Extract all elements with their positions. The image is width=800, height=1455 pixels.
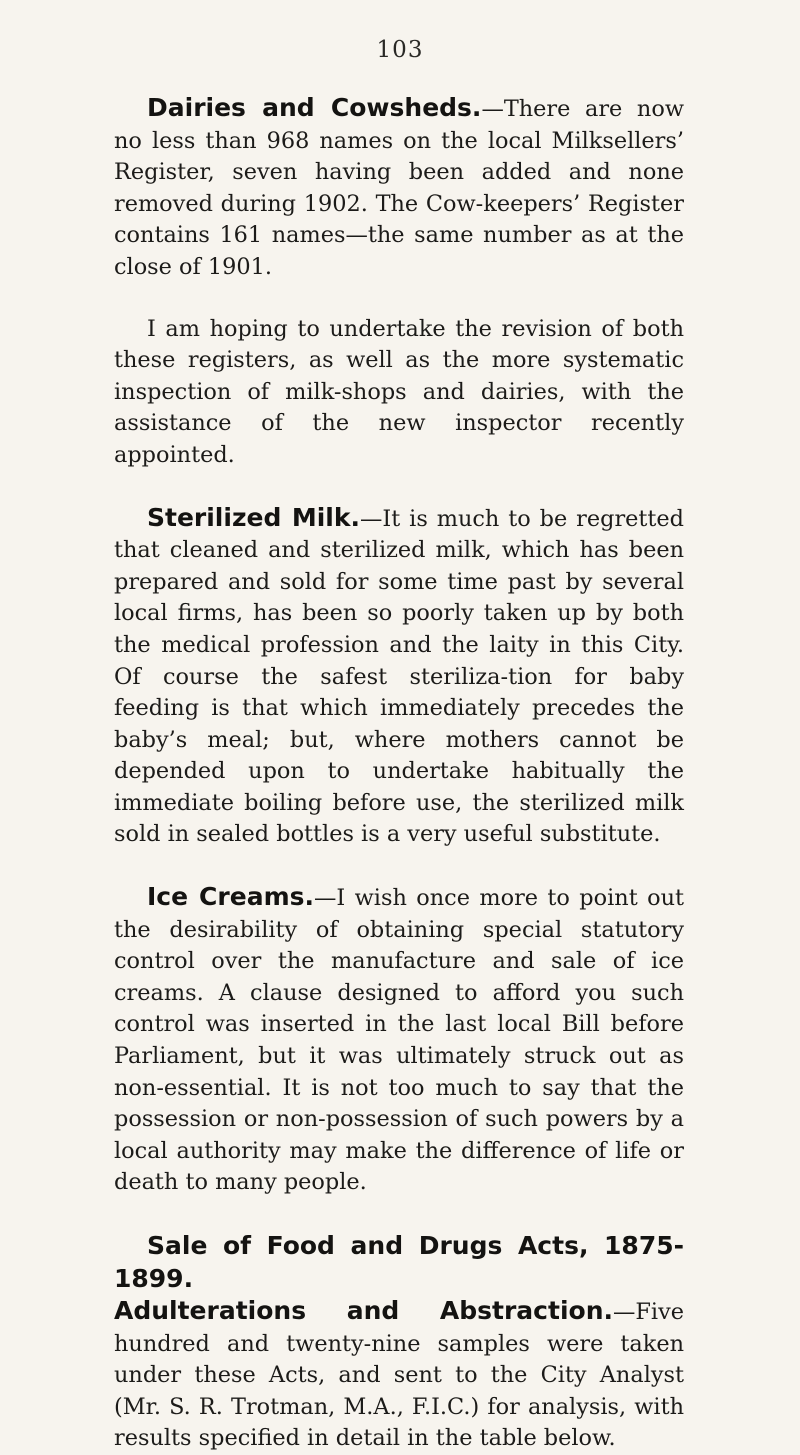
section-heading-dairies-and-cowsheds: Dairies and Cowsheds. (147, 93, 482, 122)
section-heading-sale-of-food-and-drugs-acts: Sale of Food and Drugs Acts, 1875-1899. (114, 1231, 684, 1293)
section-heading-ice-creams: Ice Creams. (147, 882, 314, 912)
paragraph-sterilized-milk (114, 502, 684, 852)
section-heading-adulterations-and-abstraction: Adulterations and Abstraction. (114, 1296, 613, 1325)
paragraph-dairies-and-cowsheds (114, 92, 684, 284)
paragraph-text-ice-creams: —I wish once more to point out the desirability of obtaining special statutory control over the manufacture and sale of ice creams. A clause designed to afford you such control was inserted in the last local Bill before Parliament, but it was ultimately struck out as non-essential. It is not too much to say that the possession or non-possession of such powers by a local authority may make the difference of life or death to many people. (114, 885, 684, 1196)
paragraph-text-registers-revision: I am hoping to undertake the revision of both these registers, as well as the more systematic inspection of milk-shops and dairies, with the assistance of the new inspector recently appointed. (114, 315, 684, 468)
paragraph-text-adulterations-and-abstraction: —Five hundred and twenty-nine samples were taken under these Acts, and sent to the City Analyst (Mr. S. R. Trotman, M.A., F.I.C.) for analysis, with results specified in detail in the table below. (114, 1299, 684, 1452)
section-heading-sterilized-milk: Sterilized Milk. (147, 502, 360, 532)
paragraph-ice-creams (114, 881, 684, 1199)
paragraph-registers-revision (114, 314, 684, 472)
page-number: 103 (376, 37, 424, 63)
paragraph-sale-of-food-and-drugs (114, 1229, 684, 1455)
paragraph-text-dairies-and-cowsheds: —There are now no less than 968 names on the local Milksellers’ Register, seven having been added and none removed during 1902. The Cow-keepers’ Register contains 161 names—the same number as at the close of 1901. (114, 96, 684, 280)
paragraph-text-sterilized-milk: —It is much to be regretted that cleaned and sterilized milk, which has been prepared and sold for some time past by several local firms, has been so poorly taken up by both the medical profession and the laity in this City. Of course the safest steriliza-tion for baby feeding is that which immediately precedes the baby’s meal; but, where mothers cannot be depended upon to undertake habitually the immediate boiling before use, the sterilized milk sold in sealed bottles is a very useful substitute. (114, 505, 684, 848)
